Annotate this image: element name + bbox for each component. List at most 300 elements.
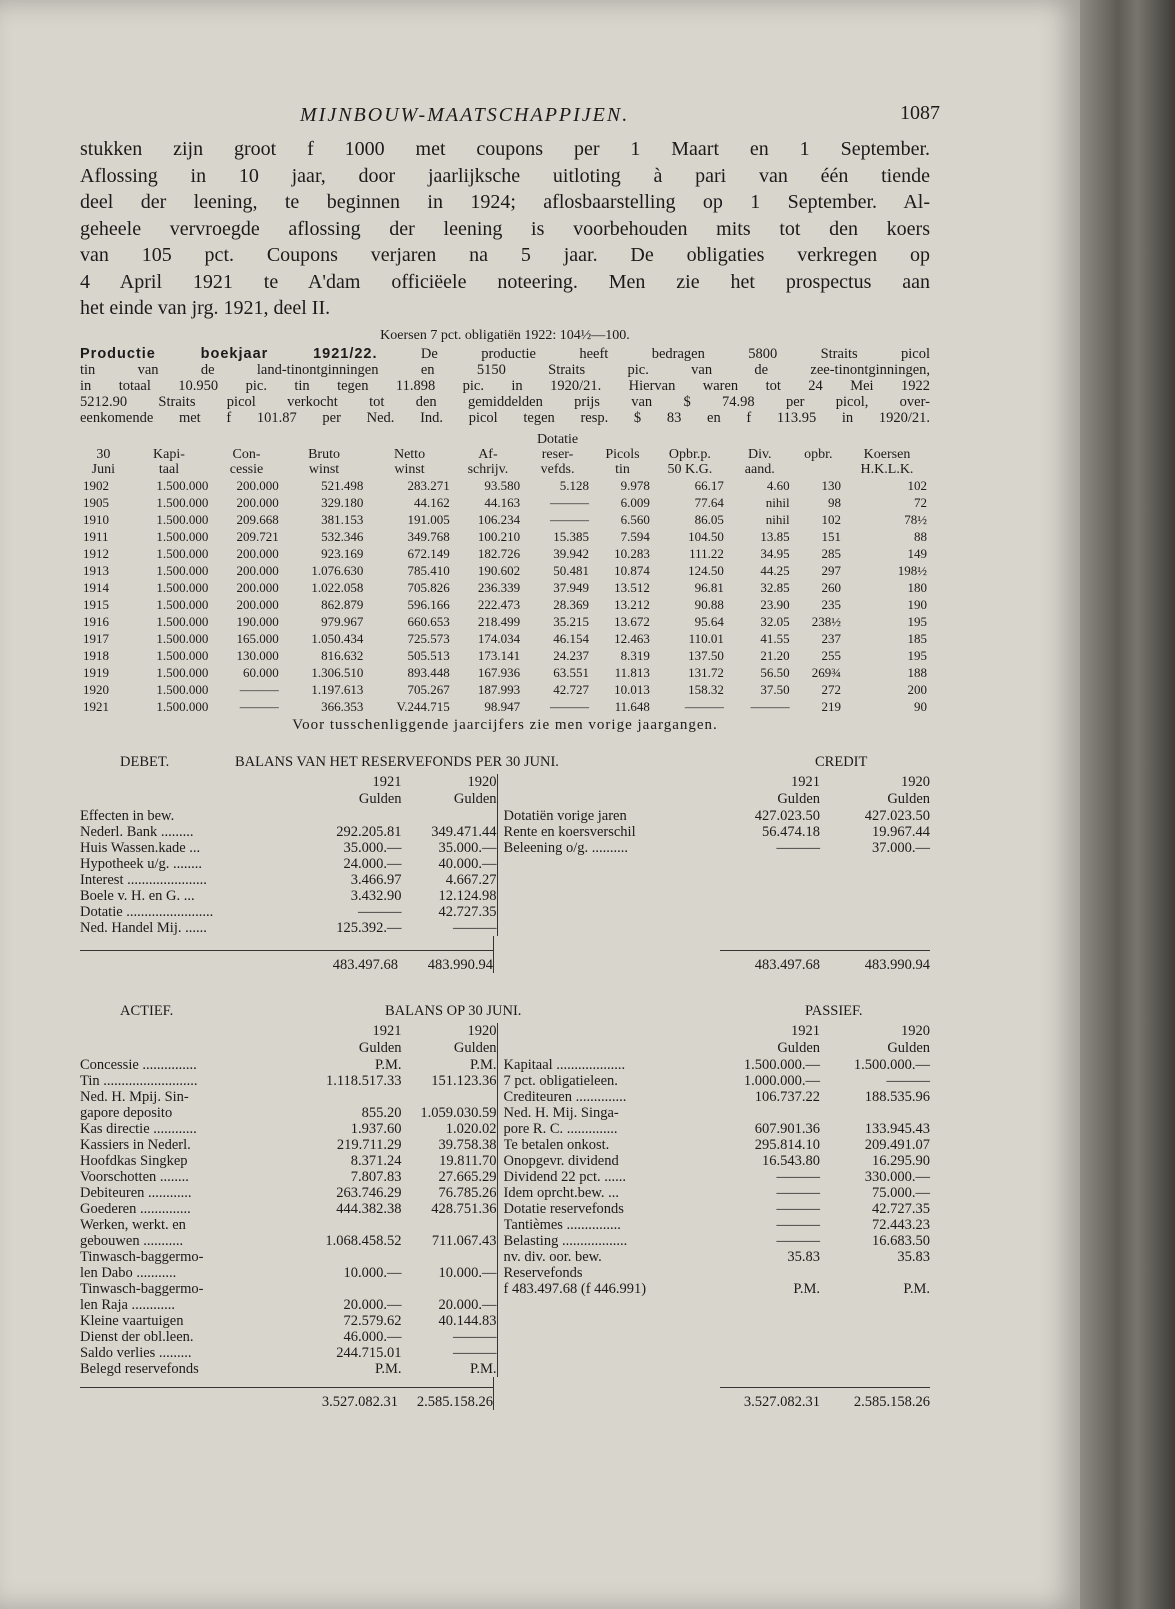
table-cell: 165.000: [236, 630, 279, 646]
table-cell: 198½: [897, 562, 927, 578]
table-cell: 173.141: [477, 647, 521, 663]
table-cell: 8.319: [620, 647, 650, 663]
reserve-total: 483.990.94: [864, 956, 930, 973]
balance-row: [504, 1281, 930, 1297]
balance-item-value: 607.901.36: [754, 1120, 820, 1137]
table-cell: 98: [828, 494, 841, 510]
balance-item-value: ———: [886, 1072, 930, 1089]
balance-row: [80, 904, 497, 920]
table-cell: 13.672: [614, 613, 650, 629]
table-cell: 218.499: [477, 613, 521, 629]
balance-item-value: [307, 1281, 402, 1297]
debet-label: DEBET.: [120, 753, 170, 770]
table-cell: 200.000: [236, 494, 279, 510]
table-cell: 98.947: [484, 698, 521, 714]
table-cell: 15.385: [553, 528, 589, 544]
table-cell: 1.500.000: [156, 545, 209, 561]
balance-row: [80, 1137, 497, 1153]
balance-item-value: ———: [776, 839, 820, 856]
table-cell: 7.594: [620, 528, 650, 544]
column-header: [282, 432, 367, 447]
table-cell: 95.64: [694, 613, 724, 629]
table-cell: 235: [821, 596, 841, 612]
table-cell: 24.237: [553, 647, 589, 663]
balance-item-value: 3.432.90: [350, 887, 402, 904]
table-cell: 1.500.000: [156, 613, 209, 629]
column-header: [793, 462, 844, 477]
table-cell: 149: [907, 545, 927, 561]
table-cell: 190: [907, 596, 927, 612]
table-row: [80, 579, 930, 596]
table-cell: 6.009: [620, 494, 650, 510]
balance-item-label: Crediteuren ..............: [503, 1088, 627, 1105]
column-header: Div.: [747, 446, 772, 462]
table-cell: 188: [907, 664, 927, 680]
balance-row: [504, 1057, 930, 1073]
table-cell: 151: [821, 528, 841, 544]
page-content: [80, 100, 940, 1410]
balance-row: [504, 824, 930, 840]
table-cell: 72: [914, 494, 927, 510]
table-cell: 100.210: [477, 528, 521, 544]
productie-line: in totaal 10.950 pic. tin tegen 11.898 pic. in 1920/21. Hiervan waren tot 24 Mei 1922: [80, 377, 930, 394]
balance-item-value: 42.727.35: [438, 903, 497, 920]
column-header: winst: [394, 461, 425, 477]
balance-item-value: 244.715.01: [336, 1344, 402, 1361]
balance-row: [80, 1345, 497, 1361]
table-cell: 1902: [83, 477, 109, 493]
table-row: [80, 698, 930, 715]
table-cell: 260: [821, 579, 841, 595]
balance-row: [504, 1105, 930, 1121]
balance-row: [504, 1153, 930, 1169]
balance-item-value: 349.471.44: [431, 823, 497, 840]
unit-label: Gulden: [358, 790, 402, 807]
table-cell: 78½: [904, 511, 927, 527]
column-header: [592, 432, 653, 447]
column-header: [653, 432, 727, 447]
balance-row: [80, 808, 497, 824]
column-header: Picols: [605, 446, 640, 462]
table-cell: 32.05: [760, 613, 790, 629]
balance-item-label: Voorschotten ........: [80, 1168, 189, 1185]
credit-column: [498, 774, 930, 936]
balance-item-label: Reservefonds: [503, 1264, 583, 1281]
column-header: [844, 432, 930, 447]
balance-item-value: 188.535.96: [864, 1088, 930, 1105]
balance-item-value: ———: [453, 919, 497, 936]
table-row: [80, 664, 930, 681]
balance-item-label: Dotatie reservefonds: [503, 1200, 624, 1217]
balance-item-value: 711.067.43: [431, 1232, 497, 1249]
table-cell: 1919: [83, 664, 109, 680]
balance-item-value: ———: [776, 1200, 820, 1217]
table-row: [80, 494, 930, 511]
table-cell: 50.481: [553, 562, 589, 578]
balance-item-label: f 483.497.68 (f 446.991): [503, 1280, 647, 1297]
balance-row: [80, 1329, 497, 1345]
balance-row: [80, 1313, 497, 1329]
balance-row: [80, 856, 497, 872]
table-cell: 137.50: [688, 647, 724, 663]
table-cell: 505.513: [407, 647, 450, 663]
column-header: Kapi-: [153, 446, 185, 462]
table-cell: 1.500.000: [156, 562, 209, 578]
balance-row: [504, 1185, 930, 1201]
reserve-balance: [80, 754, 930, 973]
table-cell: 190.602: [477, 562, 521, 578]
column-header: [793, 432, 844, 447]
table-cell: 104.50: [688, 528, 724, 544]
table-cell: 174.034: [477, 630, 521, 646]
balance-row: [504, 1121, 930, 1137]
table-cell: 77.64: [694, 494, 724, 510]
balance-item-label: Nederl. Bank .........: [80, 823, 194, 840]
table-cell: 283.271: [407, 477, 450, 493]
table-cell: 11.648: [614, 698, 650, 714]
balance-item-value: 1.068.458.52: [325, 1232, 402, 1249]
balance-row: [504, 1169, 930, 1185]
passief-column: [498, 1023, 930, 1377]
balance-item-value: [720, 1105, 820, 1121]
balance-item-label: 7 pct. obligatieleen.: [503, 1072, 618, 1089]
balance-item-label: nv. div. oor. bew.: [503, 1248, 602, 1265]
balance-item-value: 72.443.23: [872, 1216, 930, 1233]
balance-item-value: [402, 808, 497, 824]
table-cell: 1.022.058: [311, 579, 364, 595]
balance-item-value: ———: [776, 1184, 820, 1201]
balance-item-value: 133.945.43: [864, 1120, 930, 1137]
balance-item-value: P.M.: [374, 1056, 402, 1073]
book-edge: [1080, 0, 1175, 1609]
table-cell: 13.85: [760, 528, 790, 544]
balance-item-value: 10.000.—: [343, 1264, 402, 1281]
balance-item-value: P.M.: [469, 1056, 497, 1073]
balance-item-value: 427.023.50: [754, 807, 820, 824]
table-cell: 1.500.000: [156, 596, 209, 612]
balance-row: [504, 1089, 930, 1105]
table-cell: 705.267: [407, 681, 450, 697]
balance-row: [80, 1201, 497, 1217]
table-cell: 272: [821, 681, 841, 697]
table-cell: 124.50: [688, 562, 724, 578]
balance-item-label: Beleening o/g. ..........: [503, 839, 628, 856]
table-cell: 1920: [83, 681, 109, 697]
table-cell: 672.149: [407, 545, 450, 561]
table-cell: 1.500.000: [156, 494, 209, 510]
table-cell: 209.668: [236, 511, 279, 527]
unit-label: Gulden: [887, 790, 930, 807]
balance-item-value: 24.000.—: [343, 855, 402, 872]
table-cell: 185: [907, 630, 927, 646]
balance-item-value: 72.579.62: [343, 1312, 402, 1329]
main-balance-title: BALANS OP 30 JUNI.: [385, 1002, 522, 1019]
balance-item-value: [307, 808, 402, 824]
column-header: vefds.: [540, 461, 575, 477]
table-cell: 88: [914, 528, 927, 544]
balance-item-value: 40.144.83: [438, 1312, 497, 1329]
unit-label: Gulden: [453, 790, 497, 807]
balance-item-value: 35.000.—: [438, 839, 497, 856]
balance-item-label: pore R. C. ..............: [503, 1120, 618, 1137]
balance-item-label: Ned. Handel Mij. ......: [80, 919, 207, 936]
table-header-row: [80, 462, 930, 477]
balance-row: [80, 920, 497, 936]
table-cell: 13.212: [614, 596, 650, 612]
table-cell: 238½: [811, 613, 841, 629]
table-cell: 1921: [83, 698, 109, 714]
table-cell: 86.05: [694, 511, 724, 527]
balance-total: 3.527.082.31: [743, 1393, 820, 1410]
balance-item-value: 1.000.000.—: [743, 1072, 820, 1089]
productie-line: De productie heeft bedragen 5800 Straits picol: [420, 345, 931, 362]
balance-row: [80, 1057, 497, 1073]
column-header: reser-: [541, 446, 574, 462]
table-row: [80, 596, 930, 613]
table-cell: 236.339: [477, 579, 521, 595]
balance-item-label: Effecten in bew.: [80, 807, 175, 824]
balance-row: [80, 1297, 497, 1313]
balance-item-value: ———: [776, 1232, 820, 1249]
table-row: [80, 681, 930, 698]
balance-item-value: 3.466.97: [350, 871, 402, 888]
table-cell: 158.32: [688, 681, 724, 697]
column-header: 50 K.G.: [667, 461, 713, 477]
year-1921: 1921: [791, 1022, 820, 1039]
balance-row: [504, 1073, 930, 1089]
table-cell: 200.000: [236, 596, 279, 612]
table-cell: 23.90: [760, 596, 790, 612]
balance-row: [80, 888, 497, 904]
credit-label: CREDIT: [815, 753, 868, 770]
column-header: H.K.L.K.: [860, 461, 914, 477]
intro-line: Aflossing in 10 jaar, door jaarlijksche uitloting à pari van één tiende: [80, 164, 930, 187]
balance-item-value: 16.683.50: [872, 1232, 930, 1249]
balance-item-label: Werken, werkt. en: [80, 1216, 186, 1233]
production-table: [80, 432, 930, 715]
balance-row: [80, 1361, 497, 1377]
column-header: Af-: [478, 446, 498, 462]
column-header: [80, 432, 127, 447]
year-1921: 1921: [372, 1022, 402, 1039]
table-cell: 1.306.510: [311, 664, 364, 680]
column-header: taal: [158, 461, 180, 477]
balance-item-label: Ned. H. Mij. Singa-: [503, 1104, 619, 1121]
table-cell: 1917: [83, 630, 109, 646]
balance-row: [504, 1201, 930, 1217]
table-cell: 102: [907, 477, 927, 493]
column-header: schrijv.: [467, 461, 509, 477]
actief-column: [80, 1023, 498, 1377]
table-cell: 1.500.000: [156, 681, 209, 697]
table-cell: ———: [684, 698, 724, 714]
balance-row: [80, 872, 497, 888]
balance-item-value: [820, 1105, 930, 1121]
year-1920: 1920: [467, 1022, 497, 1039]
balance-item-value: 1.500.000.—: [743, 1056, 820, 1073]
table-cell: 10.013: [614, 681, 650, 697]
balance-item-value: P.M.: [374, 1360, 402, 1377]
table-cell: 1.500.000: [156, 630, 209, 646]
actief-label: ACTIEF.: [120, 1002, 174, 1019]
table-header-row: [80, 447, 930, 462]
column-header: Netto: [393, 446, 426, 462]
column-header: aand.: [744, 461, 775, 477]
balance-item-label: Belegd reservefonds: [80, 1360, 199, 1377]
table-cell: 44.163: [484, 494, 521, 510]
balance-total: 3.527.082.31: [321, 1393, 398, 1410]
balance-item-value: P.M.: [469, 1360, 497, 1377]
balance-item-value: 1.020.02: [445, 1120, 497, 1137]
table-cell: 195: [907, 647, 927, 663]
intro-line: stukken zijn groot f 1000 met coupons per 1 Maart en 1 September.: [80, 138, 930, 160]
column-header: Juni: [91, 461, 116, 477]
table-cell: 66.17: [694, 477, 724, 493]
table-cell: ———: [550, 494, 589, 510]
balance-item-value: [402, 1089, 497, 1105]
balance-item-value: [720, 1265, 820, 1281]
table-cell: 9.978: [620, 477, 650, 493]
table-cell: 785.410: [407, 562, 450, 578]
table-cell: 42.727: [553, 681, 589, 697]
table-cell: 187.993: [477, 681, 521, 697]
balance-item-value: 330.000.—: [864, 1168, 930, 1185]
column-header: Koersen: [863, 446, 911, 462]
table-cell: 90.88: [694, 596, 724, 612]
table-cell: 44.25: [760, 562, 790, 578]
balance-row: [504, 1217, 930, 1233]
balance-item-value: ———: [453, 1344, 497, 1361]
table-cell: 725.573: [407, 630, 450, 646]
year-1920: 1920: [901, 773, 930, 790]
balance-item-label: Kapitaal ...................: [503, 1056, 626, 1073]
balance-item-label: Dividend 22 pct. ......: [503, 1168, 626, 1185]
table-cell: 32.85: [760, 579, 790, 595]
balance-row: [504, 808, 930, 824]
balance-item-value: [402, 1249, 497, 1265]
balance-item-value: 39.758.38: [438, 1136, 497, 1153]
table-cell: 167.936: [477, 664, 521, 680]
column-header: Con-: [232, 446, 261, 462]
intro-line: deel der leening, te beginnen in 1924; aflosbaarstelling op 1 September. Al-: [80, 191, 930, 213]
balance-item-value: 125.392.—: [336, 919, 402, 936]
table-cell: 131.72: [688, 664, 724, 680]
table-cell: 1.500.000: [156, 664, 209, 680]
table-cell: 1.197.613: [311, 681, 364, 697]
balance-item-value: 56.474.18: [762, 823, 820, 840]
balance-row: [504, 840, 930, 856]
balance-item-value: 16.295.90: [872, 1152, 930, 1169]
table-cell: V.244.715: [396, 698, 450, 714]
balance-item-label: Kassiers in Nederl.: [80, 1136, 191, 1153]
balance-item-value: 40.000.—: [438, 855, 497, 872]
intro-paragraph: [80, 136, 930, 322]
balance-row: [80, 1249, 497, 1265]
balance-total: 2.585.158.26: [853, 1393, 930, 1410]
table-cell: 35.215: [553, 613, 589, 629]
table-cell: 893.448: [407, 664, 450, 680]
unit-label: Gulden: [453, 1039, 497, 1056]
balance-item-label: Tantièmes ...............: [503, 1216, 621, 1233]
year-1920: 1920: [901, 1022, 930, 1039]
table-cell: 1913: [83, 562, 109, 578]
intro-line: geheele vervroegde aflossing der leening is voorbehouden mits tot den koers: [80, 217, 930, 240]
reserve-total: 483.990.94: [427, 956, 493, 973]
reserve-total: 483.497.68: [754, 956, 820, 973]
table-cell: 41.55: [760, 630, 790, 646]
table-cell: 195: [907, 613, 927, 629]
table-cell: 923.169: [321, 545, 364, 561]
table-cell: 28.369: [553, 596, 589, 612]
table-cell: 191.005: [407, 511, 450, 527]
table-cell: ———: [750, 698, 790, 714]
productie-line: 5212.90 Straits picol verkocht tot den gemiddelden prijs van $ 74.98 per picol, over-: [80, 393, 930, 410]
table-cell: 12.463: [614, 630, 650, 646]
balance-item-label: Tinwasch-baggermo-: [80, 1248, 204, 1265]
table-cell: 39.942: [553, 545, 589, 561]
column-header: opbr.: [804, 446, 833, 462]
table-cell: 37.50: [760, 681, 790, 697]
unit-label: Gulden: [887, 1039, 930, 1056]
balance-row: [80, 1185, 497, 1201]
balance-item-label: Boele v. H. en G. ...: [80, 887, 195, 904]
table-row: [80, 528, 930, 545]
table-header-row: [80, 432, 930, 447]
table-cell: 4.60: [766, 477, 790, 493]
balance-item-label: Debiteuren ............: [80, 1184, 192, 1201]
table-cell: ———: [239, 681, 279, 697]
table-row: [80, 630, 930, 647]
balance-item-value: 444.382.38: [336, 1200, 402, 1217]
table-cell: 297: [821, 562, 841, 578]
table-cell: 209.721: [236, 528, 279, 544]
balance-item-value: ———: [453, 1328, 497, 1345]
table-row: [80, 613, 930, 630]
balance-item-value: 106.737.22: [754, 1088, 820, 1105]
table-cell: 979.967: [321, 613, 364, 629]
table-cell: ———: [239, 698, 279, 714]
table-cell: 130: [821, 477, 841, 493]
column-header: [727, 432, 793, 447]
table-cell: 130.000: [236, 647, 279, 663]
balance-row: [80, 1073, 497, 1089]
production-footnote: Voor tusschenliggende jaarcijfers zie men vorige jaargangen.: [292, 716, 718, 733]
table-cell: 13.512: [614, 579, 650, 595]
table-cell: 1918: [83, 647, 109, 663]
table-cell: 180: [907, 579, 927, 595]
balance-row: [80, 1169, 497, 1185]
table-cell: 329.180: [321, 494, 364, 510]
balance-item-label: Idem oprcht.bew. ...: [503, 1184, 619, 1201]
table-cell: 255: [821, 647, 841, 663]
year-1921: 1921: [791, 773, 820, 790]
balance-item-value: 16.543.80: [762, 1152, 820, 1169]
table-cell: 532.346: [321, 528, 364, 544]
balance-item-value: ———: [776, 1216, 820, 1233]
intro-line: 4 April 1921 te A'dam officiëele noteering. Men zie het prospectus aan: [80, 270, 930, 293]
main-balance: [80, 1003, 930, 1410]
balance-item-value: [307, 1089, 402, 1105]
column-header: Bruto: [308, 446, 340, 462]
intro-line: van 105 pct. Coupons verjaren na 5 jaar. De obligaties verkregen op: [80, 244, 930, 266]
table-cell: 1.500.000: [156, 579, 209, 595]
balance-item-value: 37.000.—: [872, 839, 930, 856]
table-cell: 21.20: [760, 647, 790, 663]
balance-item-value: ———: [358, 903, 402, 920]
table-cell: 96.81: [694, 579, 724, 595]
balance-row: [80, 1265, 497, 1281]
balance-row: [504, 1137, 930, 1153]
